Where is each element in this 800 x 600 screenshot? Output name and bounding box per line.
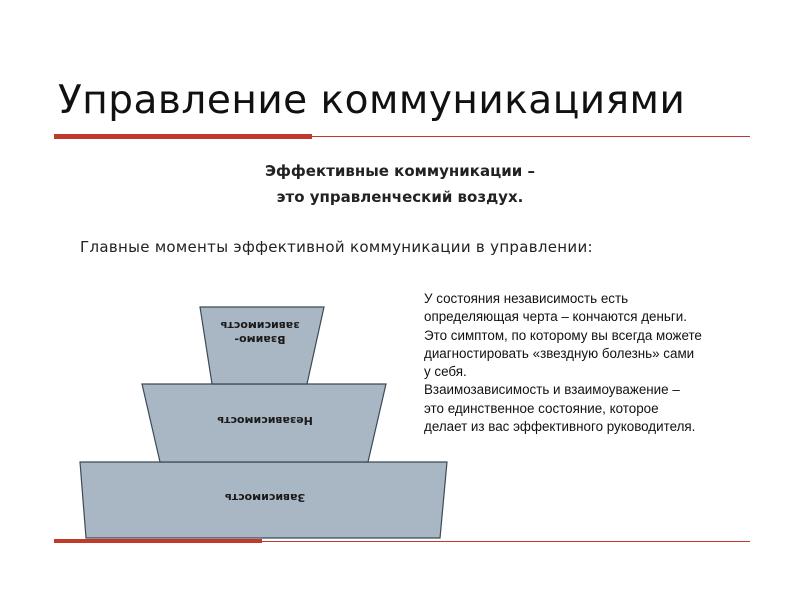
pyramid-top-label-line-2: зависимость bbox=[220, 319, 300, 332]
pyramid-bottom-label: Зависимость bbox=[224, 491, 306, 504]
paragraph-line: У состояния независимость есть bbox=[424, 291, 629, 306]
footer-rule-accent bbox=[54, 539, 262, 543]
subtitle-line-1: Эффективные коммуникации – bbox=[265, 162, 535, 180]
paragraph-line: диагностировать «звездную болезнь» сами bbox=[424, 345, 695, 361]
paragraph-line: у себя. bbox=[424, 364, 467, 380]
pyramid-middle-label: Независимость bbox=[217, 414, 313, 427]
subtitle-line-2: это управленческий воздух. bbox=[276, 188, 524, 206]
paragraph-line: делает из вас эффективного руководителя. bbox=[424, 419, 696, 435]
paragraph-line: Это симптом, по которому вы всегда можете bbox=[424, 327, 702, 343]
pyramid-top-label bbox=[200, 318, 320, 346]
intro-text: Главные моменты эффективной коммуникации в управлении: bbox=[80, 238, 593, 256]
paragraph-line: определяющая черта – кончаются деньги. bbox=[424, 309, 687, 325]
paragraph-line: Взаимозависимость и взаимоуважение – bbox=[424, 382, 680, 398]
paragraph-line: это единственное состояние, которое bbox=[424, 400, 659, 416]
slide-title: Управление коммуникациями bbox=[58, 78, 686, 123]
description-paragraph bbox=[424, 290, 754, 436]
pyramid-top-label-line-1: Взаимо- bbox=[234, 333, 286, 346]
